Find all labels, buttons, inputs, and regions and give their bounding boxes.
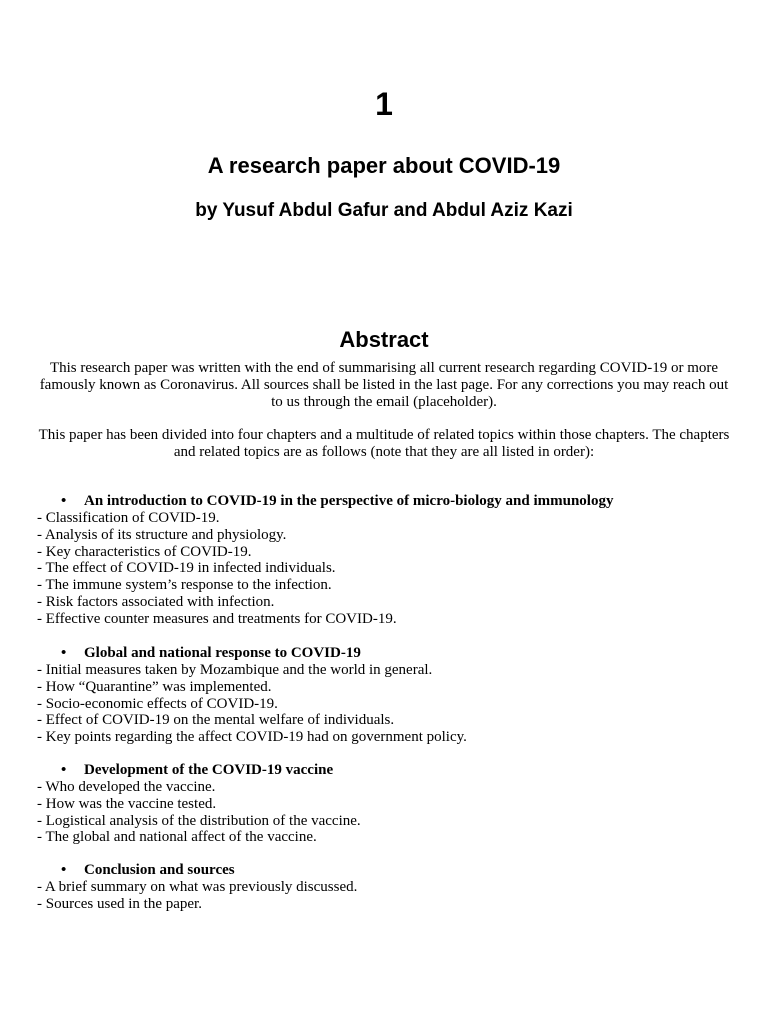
topic-item: - Classification of COVID-19. xyxy=(37,510,220,526)
topic-item: - Effect of COVID-19 on the mental welfare of individuals. xyxy=(37,712,395,729)
chapter-title-text: Conclusion and sources xyxy=(84,862,235,878)
paper-title: A research paper about COVID-19 xyxy=(207,153,561,178)
chapter-title-text: Development of the COVID-19 vaccine xyxy=(84,762,334,778)
paper-authors: by Yusuf Abdul Gafur and Abdul Aziz Kazi xyxy=(195,200,573,221)
abstract-paragraph: This paper has been divided into four chapters and a multitude of related topics within those chapters. The chapters and related topics are as follows (note that they are all listed in order): xyxy=(38,427,730,460)
topic-item: - The global and national affect of the vaccine. xyxy=(37,829,317,846)
chapter-title xyxy=(37,862,737,879)
topic-item: - How “Quarantine” was implemented. xyxy=(37,678,272,695)
topic-item: - The immune system’s response to the infection. xyxy=(37,577,332,593)
chapter-title-text: Global and national response to COVID-19 xyxy=(84,645,361,661)
topic-item: - Effective counter measures and treatments for COVID-19. xyxy=(37,610,397,627)
topic-item: - Key characteristics of COVID-19. xyxy=(37,543,252,560)
chapter-title xyxy=(37,493,737,510)
topic-item: - Sources used in the paper. xyxy=(37,895,202,912)
abstract-heading: Abstract xyxy=(339,327,429,352)
bullet-icon: • xyxy=(61,762,67,778)
bullet-icon: • xyxy=(61,862,67,878)
bullet-icon: • xyxy=(61,493,67,509)
chapter-title xyxy=(37,645,737,662)
topic-item: - Who developed the vaccine. xyxy=(37,779,216,795)
topic-item: - Logistical analysis of the distribution of the vaccine. xyxy=(37,812,361,829)
bullet-icon: • xyxy=(61,645,67,661)
topic-item: - Risk factors associated with infection. xyxy=(37,593,275,610)
topic-item: - A brief summary on what was previously discussed. xyxy=(37,879,358,895)
chapter-section xyxy=(37,762,737,846)
page-number: 1 xyxy=(375,86,393,122)
topic-item: - Key points regarding the affect COVID-19 had on government policy. xyxy=(37,729,467,745)
chapter-title xyxy=(37,762,737,779)
topic-item: - Analysis of its structure and physiology. xyxy=(37,526,287,543)
abstract-paragraph: This research paper was written with the end of summarising all current research regarding COVID-19 or more famously known as Coronavirus. All sources shall be listed in the last page. For any corrections you may reach out to us through the email (placeholder). xyxy=(39,360,729,410)
chapter-title-text: An introduction to COVID-19 in the perspective of micro-biology and immunology xyxy=(84,493,614,509)
chapter-section xyxy=(37,493,737,627)
topic-item: - Socio-economic effects of COVID-19. xyxy=(37,695,278,712)
chapter-section xyxy=(37,645,737,746)
topic-item: - Initial measures taken by Mozambique and the world in general. xyxy=(37,662,433,678)
topic-item: - The effect of COVID-19 in infected individuals. xyxy=(37,560,336,577)
chapter-section xyxy=(37,862,737,913)
topic-item: - How was the vaccine tested. xyxy=(37,795,217,812)
